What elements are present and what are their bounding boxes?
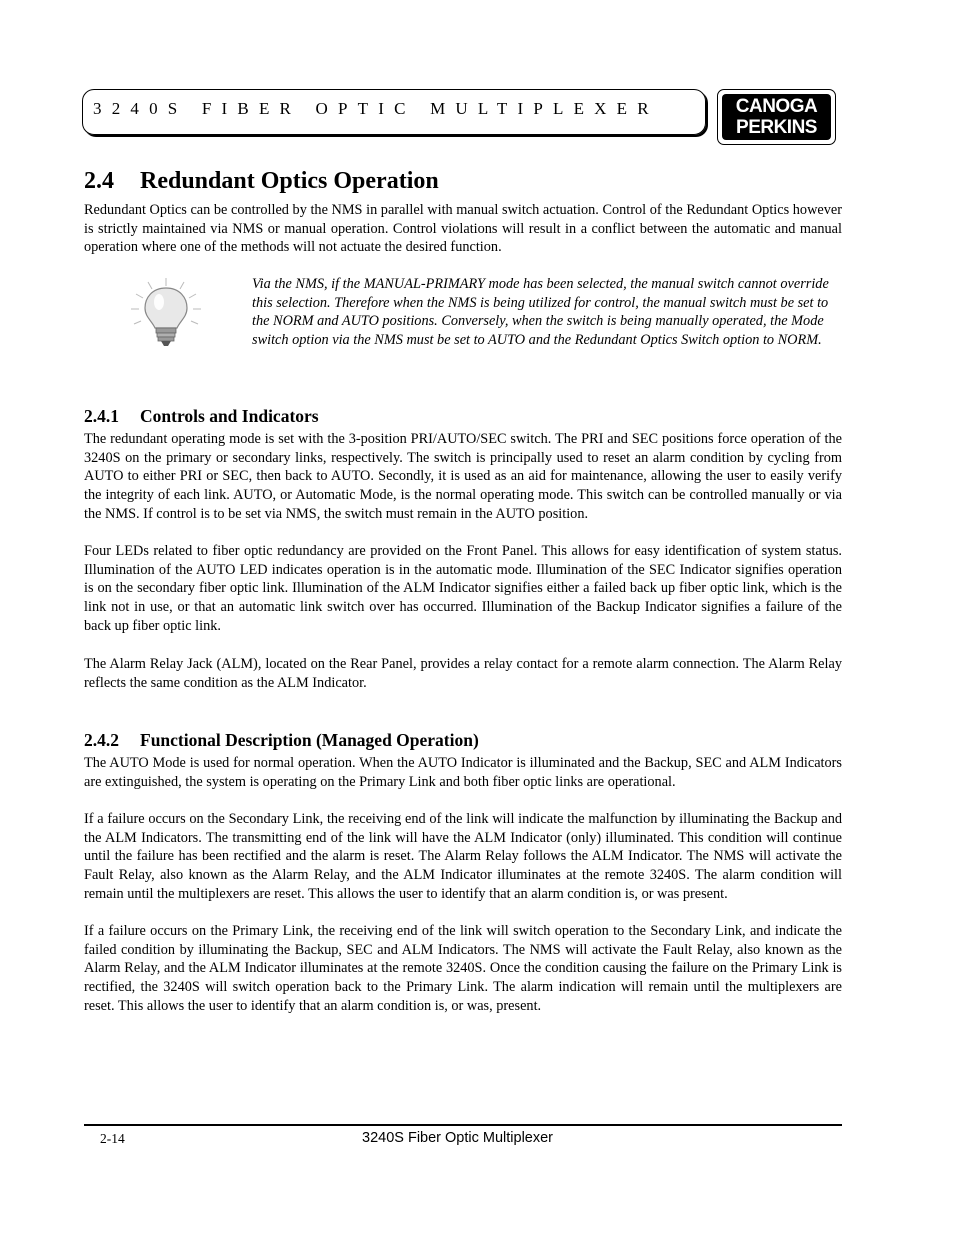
logo-line-2: PERKINS — [736, 117, 817, 138]
subsection-number: 2.4.2 — [84, 730, 119, 750]
note-text: Via the NMS, if the MANUAL-PRIMARY mode has been selected, the manual switch cannot override this selection. Therefore when the NMS is being utilized for control, the manual switch must be set to the NORM and AUTO positions. Conversely, when the switch is being manually operated, the Mode switch option via the NMS must be set to AUTO and the Redundant Optics Switch option to NORM. — [252, 276, 829, 349]
footer-doc-title: 3240S Fiber Optic Multiplexer — [362, 1130, 553, 1146]
footer-rule — [84, 1124, 842, 1126]
subsection-number: 2.4.1 — [84, 406, 119, 426]
paragraph: The Alarm Relay Jack (ALM), located on the Rear Panel, provides a relay contact for a remote alarm connection. The Alarm Relay reflects the same condition as the ALM Indicator. — [84, 656, 842, 691]
paragraph: The AUTO Mode is used for normal operation. When the AUTO Indicator is illuminated and the Backup, SEC and ALM Indicators are extinguished, the system is operating on the Primary Link and both fiber optic links are operational. — [84, 755, 842, 790]
paragraph: If a failure occurs on the Secondary Link, the receiving end of the link will indicate the malfunction by illuminating the Backup and the ALM Indicators. The transmitting end of the link will have the ALM Indicator (only) illuminated. This condition will continue until the failure has been rectified and the alarm is reset. The Alarm Relay follows the ALM Indicator. The NMS will activate the Fault Relay, also known as the Alarm Relay, and the ALM Indicator illuminates at the remote 3240S. The alarm condition will remain until the multiplexers are reset. This allows the user to identify that an alarm condition is, or was present. — [84, 811, 842, 902]
logo-line-1: CANOGA — [735, 96, 818, 117]
company-logo — [717, 89, 836, 145]
subsection-heading-functional — [84, 730, 479, 751]
logo-mark — [722, 94, 831, 140]
paragraph: If a failure occurs on the Primary Link, the receiving end of the link will switch operation to the Secondary Link, and indicate the failed condition by illuminating the Backup, SEC and ALM Indicators. The NMS will activate the Fault Relay, also known as the Alarm Relay, and the ALM Indicator illuminates at the remote 3240S. Once the condition causing the failure on the Primary Link is rectified, the 3240S will switch operation back to the Primary Link. The alarm indication will remain until the multiplexers are reset. This allows the user to identify that an alarm condition is, or was, present. — [84, 923, 842, 1014]
paragraph: The redundant operating mode is set with the 3-position PRI/AUTO/SEC switch. The PRI and SEC positions force operation of the 3240S on the primary or secondary links, respectively. The switch is principally used to reset an alarm condition by cycling from AUTO to either PRI or SEC, then back to AUTO. Secondly, it is used as an aid for maintenance, allowing the user to easily verify the integrity of each link. AUTO, or Automatic Mode, is the normal operating mode. This switch can be controlled manually or via the NMS. If control is to be set via NMS, the switch must remain in the AUTO position. — [84, 431, 842, 522]
subsection-heading-controls — [84, 406, 319, 427]
section-heading — [84, 168, 439, 195]
header-title: 3240S FIBER OPTIC MULTIPLEXER — [93, 99, 659, 118]
lightbulb-icon — [128, 276, 204, 352]
section-intro: Redundant Optics can be controlled by the NMS in parallel with manual switch actuation. Control of the Redundant Optics however is strictly maintained via NMS or manual operation. Control violations will result in a conflict between the automatic and manual operation where one of the methods will not actuate the desired function. — [84, 202, 842, 256]
subsection-title: Controls and Indicators — [140, 406, 319, 426]
section-number: 2.4 — [84, 168, 114, 194]
section-title: Redundant Optics Operation — [140, 168, 439, 194]
paragraph: Four LEDs related to fiber optic redundancy are provided on the Front Panel. This allows for easy identification of system status. Illumination of the AUTO LED indicates operation is in the automatic mode. Illumination of the SEC Indicator signifies operation is on the secondary fiber optic link. Illumination of the ALM Indicator signifies either a failed back up fiber optic link, which is the link not in use, or that an automatic link switch over has occurred. Illumination of the Backup Indicator signifies a failure of the back up fiber optic link. — [84, 543, 842, 634]
subsection-title: Functional Description (Managed Operation) — [140, 730, 479, 750]
running-header — [82, 89, 706, 135]
page-number: 2-14 — [100, 1131, 125, 1146]
